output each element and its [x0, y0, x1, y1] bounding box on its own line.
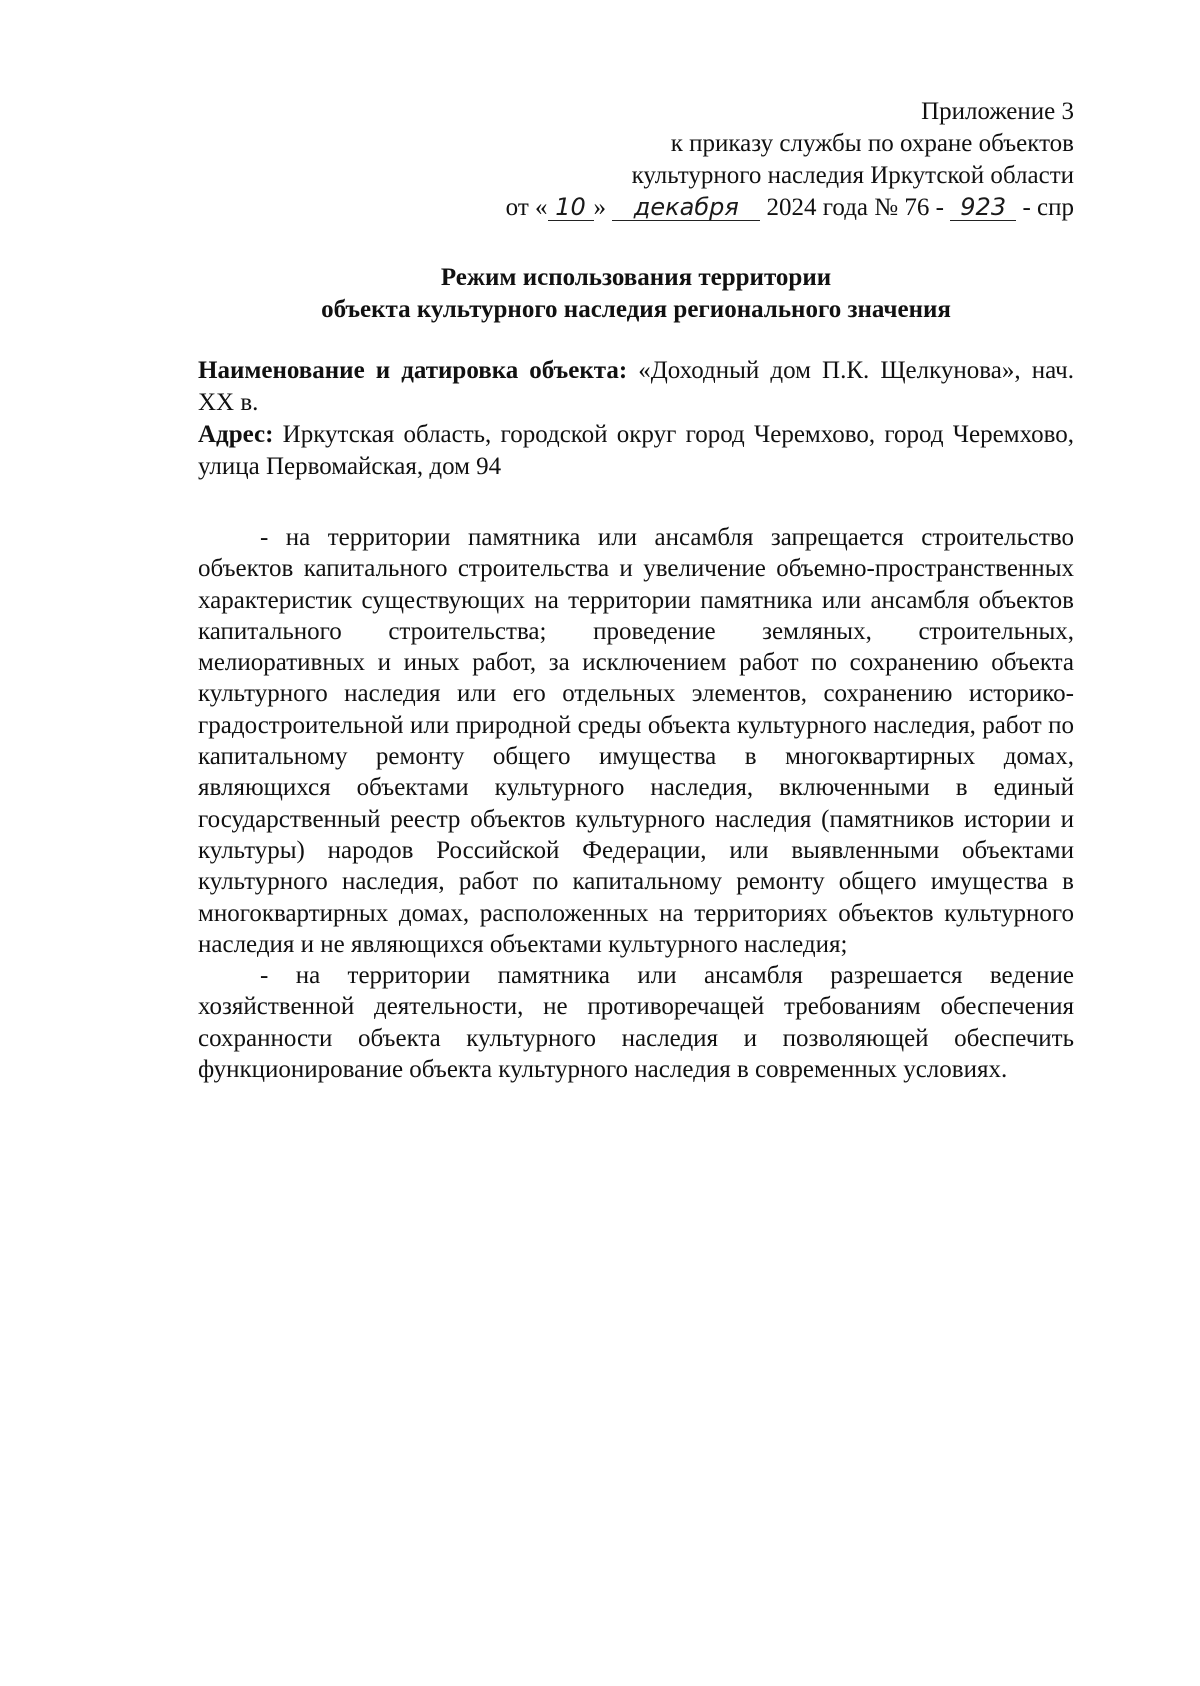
title-line-2: объекта культурного наследия регионального значения: [321, 296, 951, 323]
title-line-1: Режим использования территории: [440, 264, 832, 291]
object-address-value: Иркутская область, городской округ город Черемхово, город Черемхово, улица Первомайская, дом 94: [198, 421, 1074, 480]
handwritten-day: 10: [548, 194, 594, 221]
object-name-value: «Доходный дом П.К. Щелкунова», нач. XX в.: [198, 357, 1074, 416]
regime-body: [198, 522, 1074, 1085]
handwritten-order-number: 923: [950, 194, 1016, 221]
handwritten-month: декабря: [612, 194, 760, 221]
date-mid: »: [593, 194, 607, 221]
year-text: 2024 года № 76 -: [760, 194, 951, 221]
object-address-label: Адрес:: [198, 421, 274, 448]
document-title: [198, 262, 1074, 326]
authority-line: культурного наследия Иркутской области: [631, 162, 1074, 189]
object-address: [198, 419, 1074, 483]
order-date-line: [506, 192, 1074, 224]
appendix-header: [506, 96, 1074, 224]
prohibition-paragraph: - на территории памятника или ансамбля запрещается строительство объектов капитального строительства и увеличение объемно-пространственных характеристик существующих на территории памятника или ансамбля объектов капитального строительства; проведение земляных, строительных, мелиоративных и иных работ, за исключением работ по сохранению объекта культурного наследия или его отдельных элементов, сохранению историко-градостроительной или природной среды объекта культурного наследия, работ по капитальному ремонту общего имущества в многоквартирных домах, являющихся объектами культурного наследия, включенными в единый государственный реестр объектов культурного наследия (памятников истории и культуры) народов Российской Федерации, или выявленными объектами культурного наследия, работ по капитальному ремонту общего имущества в многоквартирных домах, расположенных на территориях объектов культурного наследия и не являющихся объектами культурного наследия;: [198, 524, 1074, 958]
object-name-label: Наименование и датировка объекта:: [198, 357, 628, 384]
object-name: [198, 355, 1074, 419]
appendix-number: Приложение 3: [921, 98, 1074, 125]
order-suffix: - спр: [1016, 194, 1074, 221]
date-prefix: от «: [505, 194, 548, 221]
object-info: [198, 355, 1074, 483]
permission-paragraph: - на территории памятника или ансамбля разрешается ведение хозяйственной деятельности, не противоречащей требованиям обеспечения сохранности объекта культурного наследия и позволяющей обеспечить функционирование объекта культурного наследия в современных условиях.: [198, 962, 1074, 1084]
order-reference-line: к приказу службы по охране объектов: [670, 130, 1074, 157]
